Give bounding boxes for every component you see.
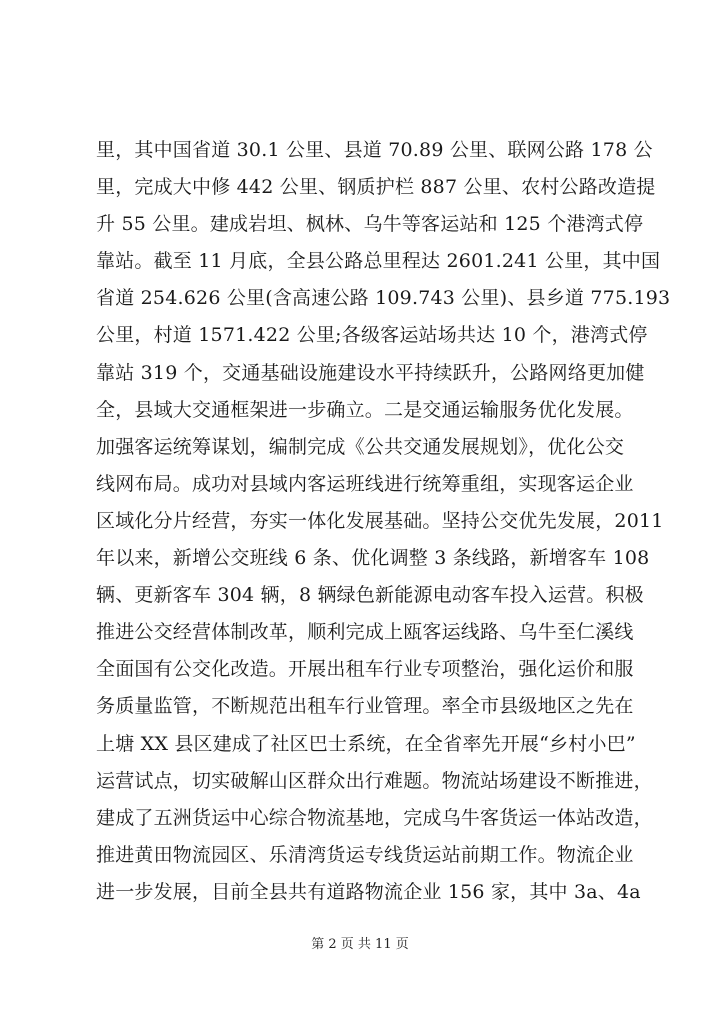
- page-number-footer: 第 2 页 共 11 页: [311, 937, 409, 952]
- text-line: 建成了五洲货运中心综合物流基地，完成乌牛客货运一体站改造，: [96, 806, 653, 829]
- text-line: 上塘 XX 县区建成了社区巴士系统，在全省率先开展“乡村小巴”: [96, 732, 636, 755]
- text-line: 推进公交经营体制改革，顺利完成上瓯客运线路、乌牛至仁溪线: [96, 621, 634, 644]
- text-line: 省道 254.626 公里(含高速公路 109.743 公里)、县乡道 775.193: [96, 287, 671, 310]
- text-line: 推进黄田物流园区、乐清湾货运专线货运站前期工作。物流企业: [96, 843, 634, 866]
- text-line: 里，完成大中修 442 公里、钢质护栏 887 公里、农村公路改造提: [96, 176, 656, 199]
- text-line: 全面国有公交化改造。开展出租车行业专项整治，强化运价和服: [96, 658, 634, 681]
- text-line: 升 55 公里。建成岩坦、枫林、乌牛等客运站和 125 个港湾式停: [96, 213, 644, 236]
- text-line: 年以来，新增公交班线 6 条、优化调整 3 条线路，新增客车 108: [96, 547, 650, 570]
- text-line: 务质量监管，不断规范出租车行业管理。率全市县级地区之先在: [96, 695, 634, 718]
- text-line: 里，其中国省道 30.1 公里、县道 70.89 公里、联网公路 178 公: [96, 139, 653, 161]
- text-line: 加强客运统筹谋划，编制完成《公共交通发展规划》，优化公交: [96, 435, 625, 458]
- text-line: 运营试点，切实破解山区群众出行难题。物流站场建设不断推进，: [96, 769, 653, 792]
- text-line: 靠站。截至 11 月底，全县公路总里程达 2601.241 公里，其中国: [96, 250, 661, 273]
- text-line: 区域化分片经营，夯实一体化发展基础。坚持公交优先发展，2011: [96, 509, 664, 532]
- text-line: 公里，村道 1571.422 公里;各级客运站场共达 10 个，港湾式停: [96, 324, 648, 347]
- text-line: 辆、更新客车 304 辆，8 辆绿色新能源电动客车投入运营。积极: [96, 584, 644, 607]
- body-paragraph: [96, 132, 671, 911]
- text-line: 靠站 319 个，交通基础设施建设水平持续跃升，公路网络更加健: [96, 361, 645, 384]
- text-line: 全，县域大交通框架进一步确立。二是交通运输服务优化发展。: [96, 398, 634, 421]
- text-line: 进一步发展，目前全县共有道路物流企业 156 家，其中 3a、4a: [96, 880, 641, 903]
- text-line: 线网布局。成功对县域内客运班线进行统筹重组，实现客运企业: [96, 472, 634, 495]
